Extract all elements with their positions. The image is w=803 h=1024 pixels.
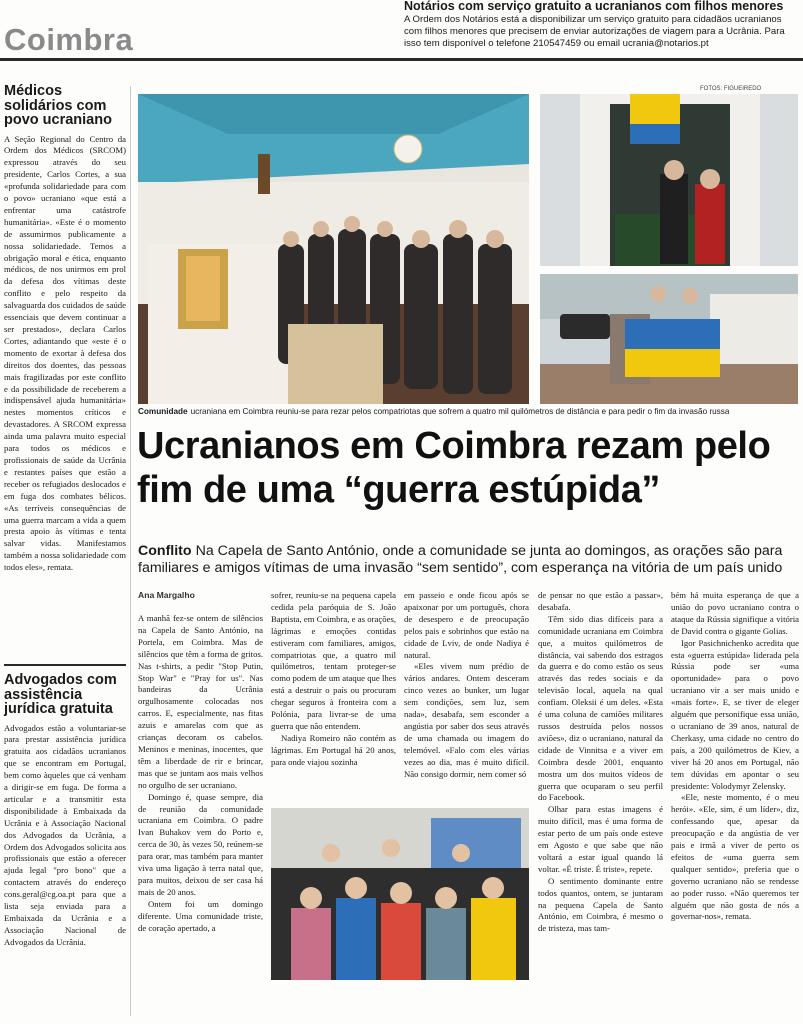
- notice-body: A Ordem dos Notários está a disponibilizar um serviço gratuito para cidadãos ucranianos com filhos menores que precisem de enviar autorizações de viagem para a Ucrânia. Para isso tem disponível o telefone 210547459 ou email ucrania@notarios.pt: [404, 14, 785, 49]
- paragraph: Domingo é, quase sempre, dia de reunião da comunidade ucraniana em Coimbra. O padre Ivan Buhakov vem do Porto e, cerca de 30, às vezes 50, reúnem-se para orar, mas também para manter viva uma ligação à terra natal que, para muitos, deixou de ser casa há mais de 20 anos.: [138, 791, 263, 897]
- column-divider: [130, 86, 131, 1016]
- byline: Ana Margalho: [138, 590, 195, 600]
- headline: Ucranianos em Coimbra rezam pelo fim de uma “guerra estúpida”: [137, 425, 771, 511]
- children-photo: [271, 808, 529, 980]
- paragraph: Igor Pasichnichenko acredita que esta «guerra estúpida» liderada pela Rússia pode ser «uma oportunidade» para o povo ucraniano vir a ser mais unido e «mais forte». E, se tiver de eleger alguém que personifique essa união, o ucraniano de 39 anos, natural de Cherkasy, uma cidade no centro do país, a 200 quilómetros de Kiev, a viver há 20 anos em Portugal, não tem dúvidas em apontar o seu presidente: Volodymyr Zelensky.: [671, 637, 799, 791]
- article-col-4: [538, 590, 663, 935]
- sidebar-doctors: [4, 84, 126, 574]
- paragraph: sofrer, reuniu-se na pequena capela cedida pela paróquia de S. João Baptista, em Coimbra, e as orações, lágrimas e emoções contidas estiveram com familiares, amigos, compatriotas que, a quatro mil quilómetros, tentam proteger-se como podem de um ataque que lhes está a destruir o país ou procuram chegar seguros à fronteira com a Polónia, para livrar-se de uma guerra que não entendem.: [271, 590, 396, 731]
- doorway-photo: [540, 94, 798, 266]
- article-col-5: [671, 590, 799, 923]
- flag-photo: [540, 274, 798, 404]
- paragraph: «Eles vivem num prédio de vários andares. Ontem desceram cinco vezes ao bunker, um lugar sem condições, sem luz, sem nada», desabafa, sem esconder a angústia por saber dos seus através de uma chamada ou imagem do telemóvel. «Falo com eles várias vezes ao dia, mas é muito difícil. Não consigo dormir, nem comer só: [404, 661, 529, 779]
- caption-text: ucraniana em Coimbra reuniu-se para rezar pelos compatriotas que sofrem a quatro mil quilómetros de distância e para pedir o fim da invasão russa: [190, 407, 730, 416]
- paragraph: Nadiya Romeiro não contém as lágrimas. Em Portugal há 20 anos, para onde viajou sozinha: [271, 732, 396, 767]
- lead-label: Conflito: [138, 543, 192, 559]
- photo-credit: FOTOS: FIGUEIREDO: [700, 86, 762, 92]
- paragraph: Têm sido dias difíceis para a comunidade ucraniana em Coimbra que, a muitos quilómetros de distância, vai sabendo dos estragos da guerra e do como estão os seus através das redes sociais e da televisão local, aquela na qual confiam. Oleksii é um deles. «Esta é uma coluna de camiões militares russos destruída pelos nossos aviões», diz o ucraniano, natural da cidade de Vinnitsa e a viver em Coimbra desde 2001, enquanto mostra um dos muitos vídeos de guerra que ocuparam o seu perfil do Facebook.: [538, 613, 663, 803]
- paragraph: «Ele, neste momento, é o meu herói». «Ele, sim, é um líder», diz, confessando que, apesar da preocupação e da angústia de ver pais e irmã a viver de perto os efeitos de «uma guerra sem qualquer sentido», preferia que o governo ucraniano não se rendesse ao poder russo. «Não queremos ter alguém que não gosta de nós a governar-nos», remata.: [671, 792, 799, 922]
- article-col-1: [138, 613, 263, 934]
- sidebar-divider: [4, 664, 126, 666]
- sidebar-doctors-title: Médicos solidários com povo ucraniano: [4, 83, 112, 128]
- paragraph: Ontem foi um domingo diferente. Uma comunidade triste, de coração apertado, a: [138, 898, 263, 933]
- sidebar-lawyers: [4, 673, 126, 949]
- sidebar-lawyers-body: Advogados estão a voluntariar-se para prestar assistência jurídica gratuita aos cidadãos ucranianos que se encontram em Portugal, bem como àqueles que cá venham a dirigir-se em fuga. De forma a articular e a transmitir esta disponibilidade à Embaixada da Ucrânia e à Associação Nacional dos Advogados da Ucrânia, a Ordem dos Advogados solicita aos profissionais que estão a oferecer ajuda legal "pro bono" que a contactem através do endereço cons.geral@cg.oa.pt para que a lista seja enviada para a Embaixada da Ucrânia e a Associação Nacional de Advogados da Ucrânia.: [4, 722, 126, 947]
- section-title: Coimbra: [4, 22, 134, 57]
- chapel-illustration: [138, 94, 529, 404]
- paragraph: Olhar para estas imagens é muito difícil, mas é uma forma de estar perto de um país onde esteve em Agosto e que sabe que não voltará a estar igual quando lá voltar. «É triste. É triste», repete.: [538, 804, 663, 874]
- paragraph: bém há muita esperança de que a união do povo ucraniano contra o ataque da Rússia signifique a vitória de David contra o gigante Golias.: [671, 590, 799, 636]
- paragraph: O sentimento dominante entre todos quantos, ontem, se juntaram na pequena Capela de Santo António, em Coimbra, é mesmo o de tristeza, mas tam-: [538, 875, 663, 934]
- sidebar-lawyers-title: Advogados com assistência jurídica gratuita: [4, 672, 117, 717]
- lead: [138, 543, 800, 577]
- chapel-photo: [138, 94, 529, 404]
- paragraph: A manhã fez-se ontem de silêncios na Capela de Santo António, na Portela, em Coimbra. Mas de silêncios que têm a forma de gritos. Nas t-shirts, a pedir "Stop Putin, Stop War" e "Pray for us". Nas bandeiras da Ucrânia orgulhosamente colocadas nos carros. E, especialmente, nas fitas azuis e amarelas com que as crianças decoram os cabelos. Meninos e meninas, inocentes, que têm a liberdade de rir e brincar, mas que se juntam aos mais velhos no orgulho de ser ucraniano.: [138, 613, 263, 790]
- lead-text: Na Capela de Santo António, onde a comunidade se junta ao domingos, as orações são para familiares e amigos vítimas de uma invasão “sem sentido”, com esperança na vitória de um país unido: [138, 543, 783, 576]
- article-col-3: [404, 590, 529, 781]
- caption-label: Comunidade: [138, 407, 188, 416]
- notice-box: [404, 0, 800, 50]
- top-rule: [0, 58, 803, 61]
- notice-title: Notários com serviço gratuito a ucranianos com filhos menores: [404, 0, 784, 13]
- sidebar-doctors-body: A Seção Regional do Centro da Ordem dos Médicos (SRCOM) expressou através do seu presidente, Carlos Cortes, a sua «profunda solidariedade para com o povo» ucraniano «que está a enfrentar uma catástrofe humanitária». «Este é o momento de assumirmos publicamente a nossa solidariedade. Temos a obrigação moral e ética, enquanto médicos, de nos unirmos em prol da defesa dos vítimas deste conflito e pelo respeito da salvaguarda dos cuidados de saúde essenciais que devem continuar a ser prestados», declara Carlos Cortes, adiantando que «este é o momento de exortar à defesa dos direitos dos doentes, das pessoas mais fragilizadas por este conflito e da possibilidade de receberem a indispensável ajuda humanitária» nestes momentos críticos e devastadores. A SRCOM expressa ainda uma palavra muito especial para todos os médicos e profissionais de saúde da Ucrânia e restantes países que estão a receber os refugiados deslocados e em fuga dos combates bélicos. «As terríveis consequências de uma guerra marcam a vida a quem presta apoio às vítimas e tenta salvar vidas. Manifestamos também a nossa solidariedade com todos eles», remata.: [4, 133, 126, 573]
- photo-caption: [138, 407, 798, 417]
- paragraph: de pensar no que estão a passar», desabafa.: [538, 590, 663, 612]
- paragraph: em passeio e onde ficou após se apaixonar por um português, chora de desespero e de preocupação pelos pais e sobrinhos que estão na cidade de Lviv, de onde Nadiya é natural.: [404, 590, 529, 660]
- article-col-2: [271, 590, 396, 769]
